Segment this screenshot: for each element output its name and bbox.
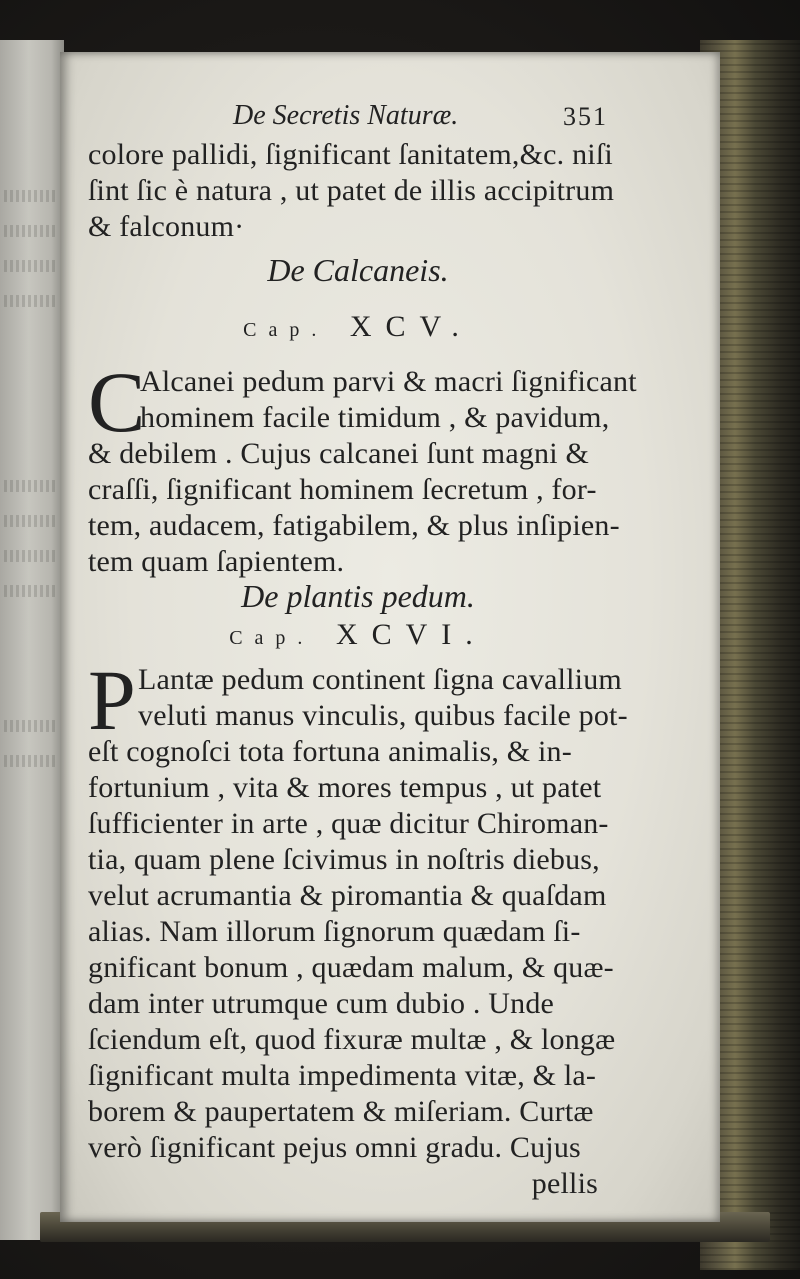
chapter-word: Cap.	[243, 319, 329, 341]
chapter-numeral: XCV.	[349, 310, 473, 343]
text-line: veluti manus vinculis, quibus facile pot-	[138, 699, 628, 732]
ink-bleed	[4, 515, 58, 527]
running-head	[88, 100, 608, 136]
chapter-numeral: XCVI.	[335, 618, 487, 651]
chapter-label	[88, 618, 628, 652]
text-line: dam inter utrumque cum dubio . Unde	[88, 987, 555, 1020]
text-line: hominem facile timidum , & pavidum,	[140, 401, 610, 434]
page-number: 351	[563, 102, 608, 131]
section-heading: De plantis pedum.	[241, 578, 475, 614]
text-line: ſciendum eſt, quod fixuræ multæ , & longæ	[88, 1023, 616, 1056]
text-line: tem quam ſapientem.	[88, 545, 345, 578]
text-line: tia, quam plene ſcivimus in noſtris diebus,	[88, 843, 600, 876]
text-line: eſt cognoſci tota fortuna animalis, & in-	[88, 735, 572, 768]
ink-bleed	[4, 225, 58, 237]
text-line: Alcanei pedum parvi & macri ſignificant	[140, 365, 637, 398]
drop-cap: P	[88, 652, 136, 748]
text-line: & debilem . Cujus calcanei ſunt magni &	[88, 437, 590, 470]
text-line: fortunium , vita & mores tempus , ut patet	[88, 771, 602, 804]
drop-cap: C	[88, 354, 146, 450]
text-line: tem, audacem, fatigabilem, & plus inſipien-	[88, 509, 620, 542]
ink-bleed	[4, 755, 58, 767]
ink-bleed	[4, 480, 58, 492]
text-line: colore pallidi, ſignificant ſanitatem,&c. niſi	[88, 138, 613, 171]
section-heading: De Calcaneis.	[267, 252, 449, 288]
catchword: pellis	[531, 1167, 598, 1200]
section-body	[88, 652, 628, 1202]
ink-bleed	[4, 585, 58, 597]
text-line: ſufficienter in arte , quæ dicitur Chiroman-	[88, 807, 609, 840]
ink-bleed	[4, 720, 58, 732]
text-line: ſint ſic è natura , ut patet de illis accipitrum	[88, 174, 615, 207]
intro-text	[88, 137, 628, 245]
text-line: Lantæ pedum continent ſigna cavallium	[138, 663, 622, 696]
text-line: alias. Nam illorum ſignorum quædam ſi-	[88, 915, 581, 948]
text-line: & falconum·	[88, 210, 245, 243]
running-title: De Secretis Naturæ.	[233, 100, 459, 131]
ink-bleed	[4, 190, 58, 202]
ink-bleed	[4, 260, 58, 272]
chapter-word: Cap.	[229, 627, 315, 649]
text-line: velut acrumantia & piromantia & quaſdam	[88, 879, 607, 912]
text-line: craſſi, ſignificant hominem ſecretum , for-	[88, 473, 597, 506]
text-line: ſignificant multa impedimenta vitæ, & la-	[88, 1059, 597, 1092]
text-line: borem & paupertatem & miſeriam. Curtæ	[88, 1095, 594, 1128]
section-body	[88, 354, 637, 580]
text-line: verò ſignificant pejus omni gradu. Cujus	[88, 1131, 581, 1164]
previous-page-edge	[0, 40, 64, 1240]
ink-bleed	[4, 295, 58, 307]
chapter-label	[88, 310, 628, 344]
ink-bleed	[4, 550, 58, 562]
text-line: gnificant bonum , quædam malum, & quæ-	[88, 951, 614, 984]
